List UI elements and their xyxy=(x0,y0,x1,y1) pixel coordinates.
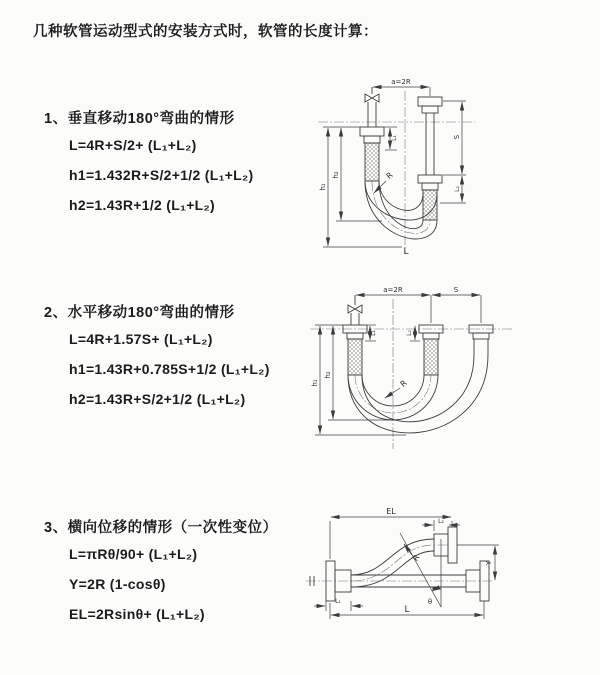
section-2-heading: 2、水平移动180°弯曲的情形 xyxy=(44,305,235,321)
diagram-vertical-bend xyxy=(310,75,590,255)
dim-l-label: L xyxy=(404,605,410,615)
dim-s-label: S xyxy=(453,134,461,140)
formula-1-length: L=4R+S/2+ (L₁+L₂) xyxy=(69,137,197,153)
dim-h2-label: h₂ xyxy=(324,371,332,379)
construction-lines xyxy=(400,533,441,607)
dim-l1-label: L₁ xyxy=(370,330,377,336)
centerlines xyxy=(318,91,475,253)
diagram-lateral-displacement xyxy=(298,503,598,645)
dim-h1-label: h₁ xyxy=(311,379,319,387)
dim-l1-label: L₁ xyxy=(391,135,398,141)
formula-2-h2: h2=1.43R+S/2+1/2 (L₁+L₂) xyxy=(69,391,246,407)
hose-assembly xyxy=(343,295,493,433)
dimension-labels xyxy=(335,507,493,615)
formula-3-y: Y=2R (1-cosθ) xyxy=(69,576,166,592)
formula-2-length: L=4R+1.57S+ (L₁+L₂) xyxy=(69,331,213,347)
section-3-heading: 3、横向位移的情形（一次性变位） xyxy=(44,520,278,536)
radius-label: R xyxy=(384,170,395,181)
dim-l2-label: L₂ xyxy=(406,330,413,336)
formula-1-h2: h2=1.43R+1/2 (L₁+L₂) xyxy=(69,197,216,213)
section-1-heading: 1、垂直移动180°弯曲的情形 xyxy=(44,111,235,127)
dim-h1-label: h₁ xyxy=(319,183,327,191)
dim-y-label: Y xyxy=(485,560,493,566)
radius-label: R xyxy=(410,553,422,563)
formula-1-h1: h1=1.432R+S/2+1/2 (L₁+L₂) xyxy=(69,167,254,183)
formula-3-el: EL=2Rsinθ+ (L₁+L₂) xyxy=(69,606,205,622)
hose-assembly xyxy=(360,87,442,239)
valve-icon xyxy=(365,94,379,102)
formula-2-h1: h1=1.43R+0.785S+1/2 (L₁+L₂) xyxy=(69,361,270,377)
dim-a2r-label: a=2R xyxy=(391,78,411,86)
length-label: L xyxy=(403,247,409,257)
diagram-horizontal-bend xyxy=(308,285,593,457)
dimension-lines xyxy=(323,87,466,247)
dim-s-label: S xyxy=(453,286,459,294)
radius-label: R xyxy=(398,378,409,389)
dim-l2-label: L₂ xyxy=(438,518,444,525)
valve-icon xyxy=(348,305,362,313)
dimension-lines xyxy=(314,517,499,619)
dim-el-label: EL xyxy=(386,507,396,516)
dimension-lines xyxy=(315,295,481,435)
angle-theta-label: θ xyxy=(427,598,433,606)
dim-l1-label: L₁ xyxy=(335,598,341,605)
page-title: 几种软管运动型式的安装方式时，软管的长度计算： xyxy=(33,24,378,40)
formula-3-length: L=πRθ/90+ (L₁+L₂) xyxy=(69,546,198,562)
centerlines xyxy=(310,299,513,449)
dim-a2r-label: a=2R xyxy=(383,286,403,294)
hose-assembly xyxy=(310,527,489,601)
dim-h2-label: h₂ xyxy=(332,171,340,179)
dim-l2-label: L₂ xyxy=(454,186,461,192)
